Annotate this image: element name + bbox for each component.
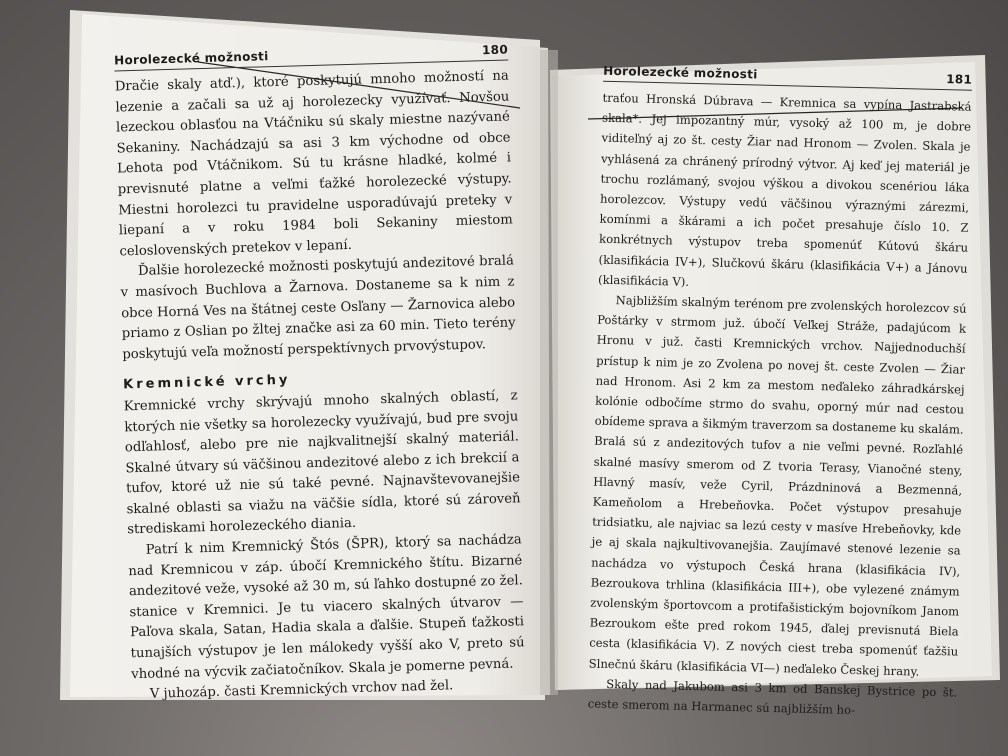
right-paragraph: Skaly nad Jakubom asi 3 km od Banskej Bystrice po št. ceste smerom na Harmanec sú najbližším ho-: [587, 676, 958, 718]
left-head-title: Horolezecké možnosti: [113, 49, 269, 68]
book-spine-shadow: [540, 50, 558, 695]
section-paragraph: V juhozáp. časti Kremnických vrchov nad žel.: [149, 678, 454, 702]
right-head-title: Horolezecké možnosti: [603, 63, 758, 82]
section-paragraph: Patrí k nim Kremnický Štós (ŠPR), ktorý sa nachádza nad Kremnicou v záp. úbočí Kremnického štítu. Bizarné andezitové veže, vysoké až 30 m, sú ľahko dostupné zo žel. stanice v Kremnici. Je tu viacero skalných útvarov — Paľova skala, Satan, Hadia skala a ďalšie. Stupeň ťažkosti tunajších výstupov je len málokedy vyšší ako V, preto sú vhodné na výcvik začiatočníkov. Skala je pomerne pevná.: [128, 532, 525, 682]
right-paragraph: Najbližším skalným terénom pre zvolenských horolezcov sú Poštárky v strmom juž. úbočí Veľkej Stráže, padajúcom k Hronu v juž. časti Kremnických vrchov. Najjednoduchší prístup k nim je zo Zvolena po novej št. ceste Zvolen — Žiar nad Hronom. Asi 2 km za mestom neďaleko záhradkárskej kolónie odbočíme strmo do svahu, oporný múr nad cestou obídeme sprava a šikmým traverzom sa dostaneme ku skalám. Bralá sú z andezitových tufov a nie veľmi pevné. Rozľahlé skalné masívy smerom od Z tvoria Terasy, Vianočné steny, Hlavný masív, veže Cyril, Prázdninová a Bezmenná, Kameňolom a Hrebeňovka. Počet výstupov presahuje tridsiatku, ale najviac sa lezú cesty v masíve Hrebeňovky, kde je aj skala najkultivovanejšia. Zaujímavé stenové lezenie sa nachádza vo výstupoch Česká hrana (klasifikácia IV), Bezroukova trhlina (klasifikácia III+), obe vylezené známym zvolenským športovcom a protifašistickým bojovníkom Janom Bezroukom ešte pred rokom 1945, ďalej previsnutá Biela cesta (klasifikácia V). Z nových ciest treba spomenúť ťažšiu Slnečnú škáru (klasifikácia VI—) neďaleko Českej hrany.: [588, 293, 967, 679]
right-page-text: [560, 45, 991, 718]
left-paragraph: Dračie skaly atď.), ktoré poskytujú mnoho možností na lezenie a začali sa už aj horolezecky využívať. Novšou lezeckou oblasťou na Vtáčniku sú skaly miestne nazývané Sekaniny. Nachádzajú sa asi 3 km východne od obce Lehota pod Vtáčnikom. Sú tu krásne hladké, kolmé i previsnuté platne a veľmi ťažké horolezecké výstupy. Miestni horolezci tu pravidelne usporadúvajú preteky v liepaní a v roku 1984 boli Sekaniny miestom celoslovenských pretekov v lepaní.: [114, 68, 513, 260]
left-page-number: 180: [481, 42, 509, 58]
right-running-head: [603, 64, 972, 91]
section-title: Kremnické vrchy: [122, 373, 291, 393]
left-page-text: [85, 24, 544, 726]
section-paragraph: Kremnické vrchy skrývajú mnoho skalných oblastí, z ktorých nie všetky sa horolezecky využívajú, bud pre svoju odľahlosť, alebo pre nie najkvalitnejší skalný materiál. Skalné útvary sú väčšinou andezitové alebo z ich brekcií a tufov, ktoré už nie sú také pevné. Najnavštevovanejšie skalné oblasti sa viažu na väčšie sídla, ktoré sú zároveň strediskami horolezeckého diania.: [123, 388, 521, 538]
left-paragraph: Ďalšie horolezecké možnosti poskytujú andezitové bralá v masívoch Buchlova a Žarnova. Dostaneme sa k nim z obce Horná Ves na štátnej ceste Osľany — Žarnovica alebo priamo z Oslian po žltej značke asi za 60 min. Tieto terény poskytujú veľa možností perspektívnych prvovýstupov.: [120, 253, 516, 363]
right-page-number: 181: [946, 72, 973, 87]
right-paragraph: traťou Hronská Dúbrava — Kremnica sa vypína Jastrabská skala*. Jej impozantný múr, vysoký až 100 m, je dobre viditeľný aj zo št. cesty Žiar nad Hronom — Zvolen. Skala je vyhlásená za chránený prírodný výtvor. Aj keď jej materiál je trochu rozlámaný, svojou výškou a divokou scenériou láka horolezcov. Výstupy vedú väčšinou výraznými zárezmi, komínmi a škárami a ich počet presahuje číslo 10. Z konkrétnych výstupov treba spomenúť Kútovú škáru (klasifikácia IV+), Slučkovú škáru (klasifikácia V+) a Jánovu (klasifikácia V).: [597, 90, 972, 289]
